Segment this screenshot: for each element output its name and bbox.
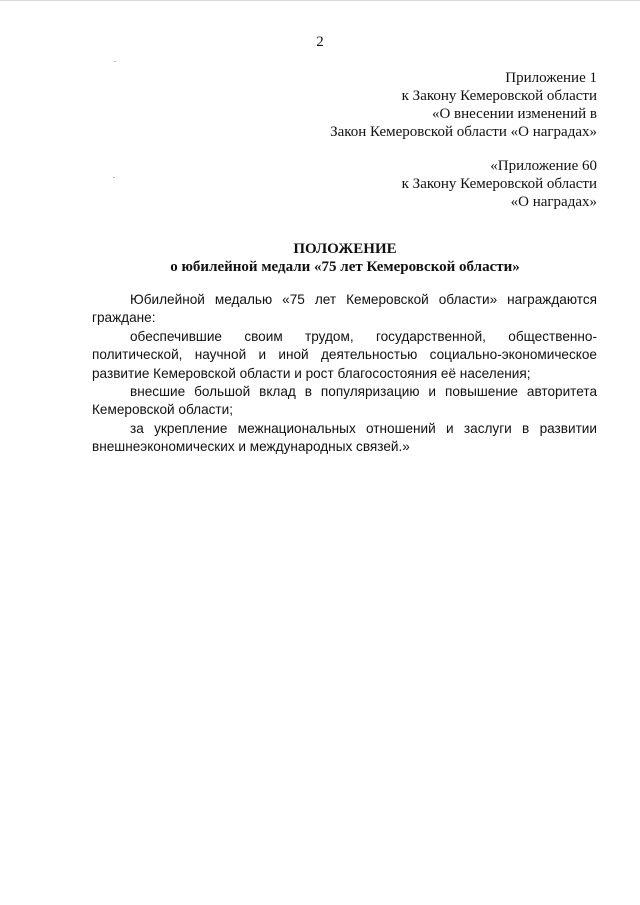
scan-speck xyxy=(114,61,116,62)
title-subheading: о юбилейной медали «75 лет Кемеровской области» xyxy=(170,259,520,275)
appendix-1-line: Закон Кемеровской области «О наградах» xyxy=(330,124,597,140)
appendix-60-line: к Закону Кемеровской области xyxy=(401,176,597,192)
scan-speck xyxy=(113,177,115,178)
appendix-60-line: «Приложение 60 xyxy=(490,158,597,174)
appendix-60-line: «О наградах» xyxy=(510,194,597,210)
body-paragraph: внесшие большой вклад в популяризацию и повышение авторитета Кемеровской области; xyxy=(92,384,597,418)
scan-edge-line xyxy=(0,0,640,1)
appendix-60-header xyxy=(402,157,597,211)
appendix-1-line: к Закону Кемеровской области xyxy=(401,88,597,104)
document-title xyxy=(40,240,640,276)
body-paragraph: обеспечившие своим трудом, государственной, общественно-политической, научной и иной деятельностью социально-экономическое развитие Кемеровской области и рост благосостояния её населения; xyxy=(92,328,597,381)
appendix-1-line: Приложение 1 xyxy=(505,70,597,86)
body-paragraph: Юбилейной медалью «75 лет Кемеровской области» награждаются граждане: xyxy=(92,292,597,326)
body-paragraph: за укрепление межнациональных отношений и заслуги в развитии внешнеэкономических и международных связей.» xyxy=(92,420,597,455)
page-number: 2 xyxy=(316,34,324,50)
appendix-1-line: «О внесении изменений в xyxy=(431,106,597,122)
title-heading: ПОЛОЖЕНИЕ xyxy=(293,241,397,257)
appendix-1-header xyxy=(330,69,597,141)
document-body xyxy=(92,291,597,457)
